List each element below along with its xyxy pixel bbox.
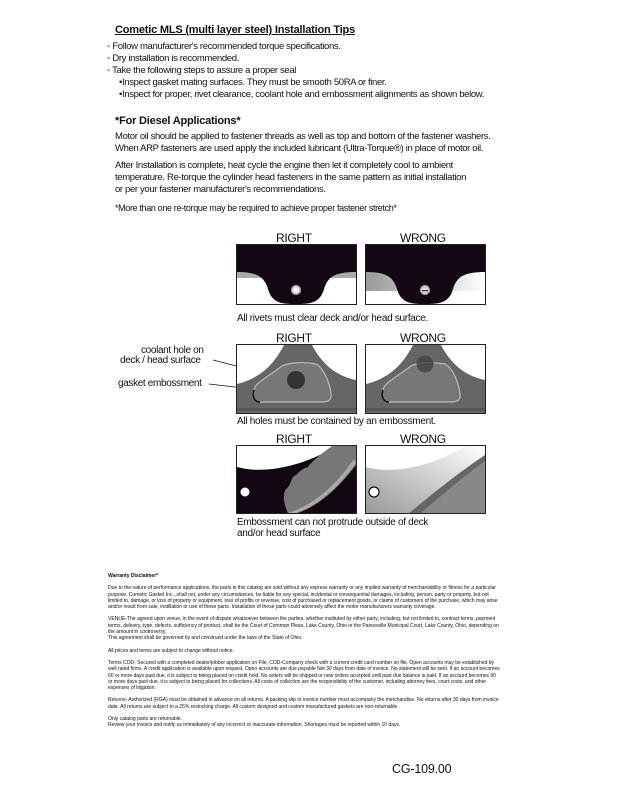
diesel-note: *More than one re-torque may be required to achieve proper fastener stretch* (115, 203, 397, 213)
right-label: RIGHT (276, 331, 312, 345)
protrude-wrong-diagram (365, 445, 485, 514)
callout-coolant-hole: coolant hole on (141, 345, 204, 356)
warranty-paragraph: Due to the nature of performance applications, the parts in this catalog are sold without any express warranty or any implied warranty of merchantability or fitness for a particular purpose. Cometic Gasket Inc., shall not, under any circumstances, be liable for any special, incidental or consequential damages, including, person, party or property, but not limited to, damage, or loss of property or equipment, loss of profits or revenue, cost of purchased or replacement goods, or claims of customers of the purchase, which may arise and/or result from sale, instillation or use of these parts. Installation of these parts could adversely affect the motor manufacturers warranty coverage. (108, 585, 498, 611)
tip-text: Follow manufacturer's recommended torque specifications. (112, 41, 341, 52)
prices-paragraph: All prices and terms are subject to change without notice. (108, 647, 234, 654)
diesel-text: When ARP fasteners are used apply the included lubricant (Ultra-Torque®) in place of motor oil. (115, 143, 484, 154)
right-label: RIGHT (276, 231, 312, 245)
bullet-icon: • (119, 89, 122, 100)
warranty-section (108, 573, 500, 735)
bullet-icon: • (119, 77, 122, 88)
caption-protrude: and/or head surface (237, 528, 321, 539)
wrong-label: WRONG (400, 331, 446, 345)
hollow-bullet-icon: ◦ (107, 41, 111, 52)
sub-tip-text: Inspect for proper, rivet clearance, coolant hole and embossment alignments as shown below. (121, 89, 485, 100)
tip-text: Dry installation is recommended. (112, 53, 239, 64)
wrong-label: WRONG (400, 432, 446, 446)
sub-tip-text: Inspect gasket mating surfaces. They must be smooth 50RA or finer. (121, 77, 387, 88)
wrong-label: WRONG (400, 231, 446, 245)
diesel-text: or per your fastener manufacturer's recommendations. (115, 184, 326, 195)
catalog-paragraph: Only catalog parts are returnable. Review your invoice and notify us immediately of any incorrect or inaccurate information. Shortages must be reported within 10 days. (108, 716, 401, 729)
caption-holes: All holes must be contained by an embossment. (237, 416, 436, 427)
callout-gasket-embossment: gasket embossment (118, 378, 202, 389)
returns-paragraph: Returns- Authorized (RGA) must be obtained in advance on all returns. A packing slip or invoice number must accompany the merchandise. No returns after 30 days from invoice date. All returns are subject to a 25% restocking charge. All custom designed and custom manufactured gaskets are non-returnable. (108, 697, 499, 710)
caption-protrude: Embossment can not protrude outside of deck (237, 517, 429, 528)
diesel-text: After Installation is complete, heat cycle the engine then let it completely cool to ambient (115, 160, 453, 171)
diesel-heading: *For Diesel Applications* (115, 115, 241, 127)
warranty-heading: Warranty Disclaimer* (108, 573, 159, 579)
terms-paragraph: Terms COD- Secured with a completed dealer/jobber application on File, COD-Company check with a current credit card number on file. Open accounts may be established by well rated firms. A credit application is available upon request. Open accounts are due payable Net 30 days from date of invoice. No statement will be sent. If an account becomes 60 or more days past due, it is subject to being placed on credit hold. No orders will be shipped or new orders accepted until past due balance is paid. If an account becomes 90 or more days past due, it is subject to being placed for collections. All costs of collection are the responsibility of the customer, including attorney fees, court costs, and other expenses of litigation. (108, 659, 500, 692)
diesel-text: temperature. Re-torque the cylinder head fasteners in the same pattern as initial installation (115, 172, 467, 183)
caption-rivets: All rivets must clear deck and/or head surface. (237, 313, 428, 324)
page-code: CG-109.00 (392, 762, 452, 776)
page-title: Cometic MLS (multi layer steel) Installation Tips (115, 24, 355, 36)
diesel-text: Motor oil should be applied to fastener threads as well as top and bottom of the fastener washers. (115, 131, 491, 142)
embossment-wrong-diagram (365, 344, 485, 414)
hollow-bullet-icon: ◦ (107, 65, 111, 76)
embossment-right-diagram (236, 344, 356, 414)
callout-coolant-hole: deck / head surface (120, 355, 201, 366)
hollow-bullet-icon: ◦ (107, 53, 111, 64)
right-label: RIGHT (276, 432, 312, 446)
venue-paragraph: VENUE-The agreed upon venue, in the event of dispute whatsoever between the parties, whether instituted by either party, including, but not limited to, contract terms, payment terms, delivery, type, defects, sufficiency of product, shall be the Court of Common Pleas, Lake County, Ohio or the Painesville Municipal Court, Lake County, Ohio, depending on the amount in controversy. This agreement shall be governed by and construed under the laws of the State of Ohio. (108, 616, 499, 642)
protrude-right-diagram (236, 445, 356, 514)
tip-text: Take the following steps to assure a proper seal (112, 65, 297, 76)
